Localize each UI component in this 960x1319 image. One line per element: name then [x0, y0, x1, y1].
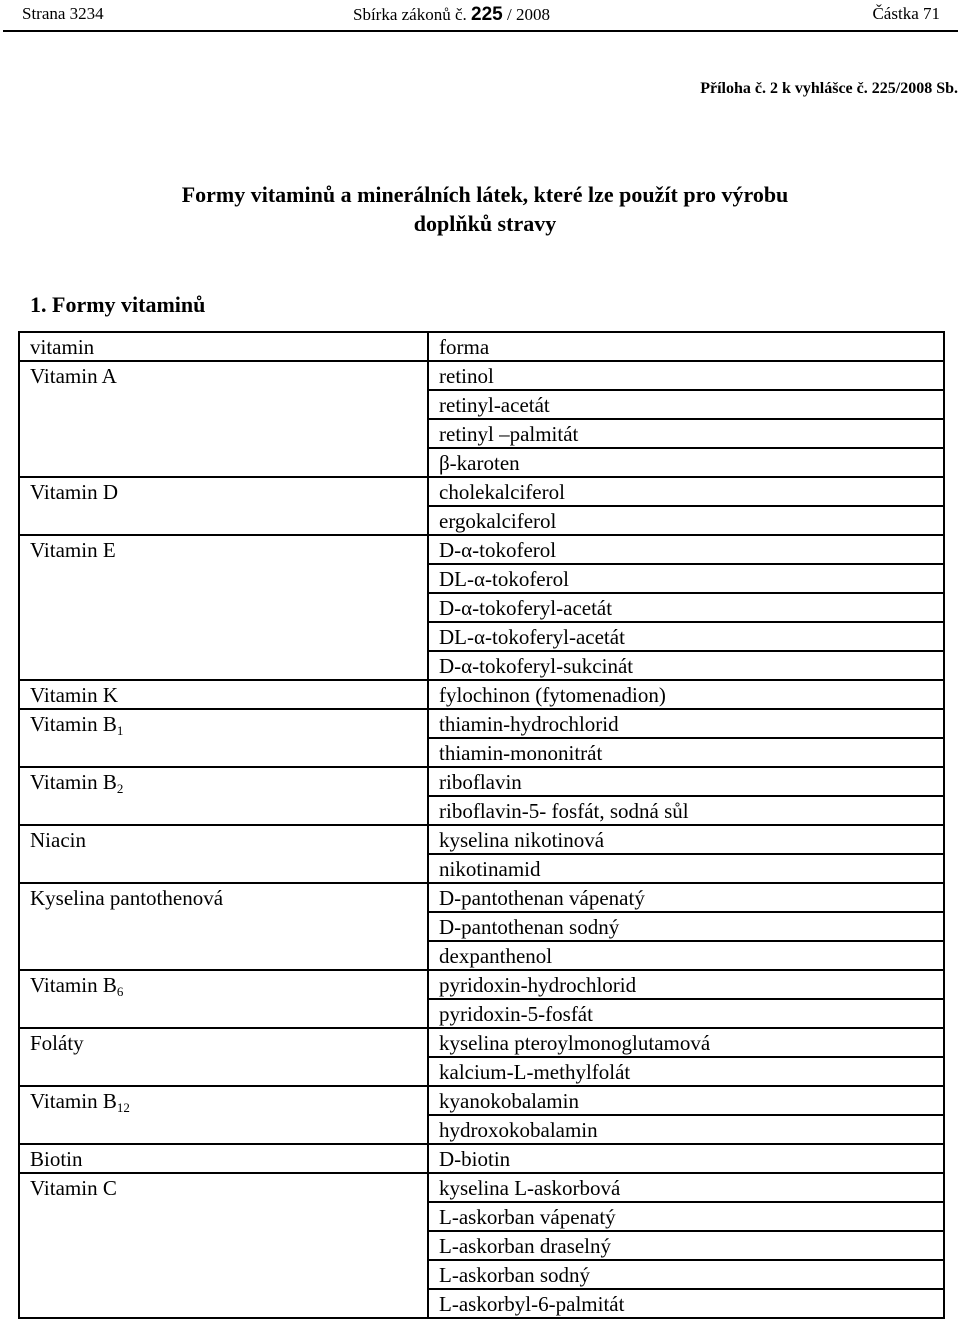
form-cell: retinyl-acetát: [428, 390, 944, 419]
table-row: [19, 709, 944, 738]
title-line-2: doplňků stravy: [413, 211, 557, 236]
form-cell: dexpanthenol: [428, 941, 944, 970]
vitamin-cell: [19, 883, 428, 970]
table-row: [19, 1173, 944, 1202]
vitamin-name: Biotin: [30, 1147, 83, 1171]
form-cell: cholekalciferol: [428, 477, 944, 506]
form-cell: riboflavin: [428, 767, 944, 796]
table-row: [19, 680, 944, 709]
form-cell: L-askorban draselný: [428, 1231, 944, 1260]
vitamin-subscript: 6: [116, 984, 124, 999]
collection-prefix: Sbírka zákonů č.: [353, 5, 467, 24]
column-header-vitamin: vitamin: [19, 332, 428, 361]
form-cell: retinol: [428, 361, 944, 390]
form-cell: L-askorban sodný: [428, 1260, 944, 1289]
document-title: [0, 180, 960, 238]
vitamin-cell: [19, 767, 428, 825]
vitamin-cell: [19, 477, 428, 535]
form-cell: retinyl –palmitát: [428, 419, 944, 448]
table-row: [19, 477, 944, 506]
form-cell: D-α-tokoferyl-acetát: [428, 593, 944, 622]
table-row: [19, 825, 944, 854]
vitamin-cell: [19, 825, 428, 883]
collection-reference: [353, 4, 550, 26]
vitamin-cell: [19, 680, 428, 709]
part-number: Částka 71: [872, 4, 940, 23]
form-cell: fylochinon (fytomenadion): [428, 680, 944, 709]
form-cell: kalcium-L-methylfolát: [428, 1057, 944, 1086]
vitamin-name: Vitamin B: [30, 1089, 117, 1113]
form-cell: L-askorbyl-6-palmitát: [428, 1289, 944, 1318]
table-row: [19, 1028, 944, 1057]
vitamin-cell: [19, 1086, 428, 1144]
form-cell: D-pantothenan sodný: [428, 912, 944, 941]
page-number: Strana 3234: [22, 4, 104, 23]
vitamin-name: Vitamin C: [30, 1176, 117, 1200]
form-cell: D-pantothenan vápenatý: [428, 883, 944, 912]
table-row: [19, 1086, 944, 1115]
vitamin-cell: [19, 1028, 428, 1086]
annex-reference: Příloha č. 2 k vyhlášce č. 225/2008 Sb.: [700, 80, 958, 97]
collection-year: / 2008: [502, 5, 550, 24]
vitamin-cell: [19, 361, 428, 477]
table-row: [19, 535, 944, 564]
form-cell: hydroxokobalamin: [428, 1115, 944, 1144]
table-row: [19, 883, 944, 912]
form-cell: DL-α-tokoferyl-acetát: [428, 622, 944, 651]
page-header: [0, 0, 960, 32]
vitamin-name: Vitamin K: [30, 683, 118, 707]
form-cell: kyselina pteroylmonoglutamová: [428, 1028, 944, 1057]
header-divider: [3, 30, 958, 32]
vitamin-cell: [19, 535, 428, 680]
table-row: [19, 767, 944, 796]
column-header-form: forma: [428, 332, 944, 361]
form-cell: pyridoxin-hydrochlorid: [428, 970, 944, 999]
form-cell: kyselina L-askorbová: [428, 1173, 944, 1202]
table-header-row: [19, 332, 944, 361]
form-cell: kyanokobalamin: [428, 1086, 944, 1115]
vitamin-name: Vitamin E: [30, 538, 116, 562]
form-cell: ergokalciferol: [428, 506, 944, 535]
form-cell: riboflavin-5- fosfát, sodná sůl: [428, 796, 944, 825]
form-cell: kyselina nikotinová: [428, 825, 944, 854]
vitamin-cell: [19, 1173, 428, 1318]
vitamin-name: Vitamin B: [30, 712, 117, 736]
collection-number: 225: [471, 4, 503, 25]
title-line-1: Formy vitaminů a minerálních látek, které lze použít pro výrobu: [181, 182, 789, 207]
vitamin-subscript: 1: [116, 723, 124, 738]
form-cell: thiamin-mononitrát: [428, 738, 944, 767]
form-cell: pyridoxin-5-fosfát: [428, 999, 944, 1028]
vitamin-forms-table: [18, 331, 945, 1319]
form-cell: β-karoten: [428, 448, 944, 477]
form-cell: nikotinamid: [428, 854, 944, 883]
vitamin-name: Niacin: [30, 828, 86, 852]
vitamin-cell: [19, 970, 428, 1028]
form-cell: D-α-tokoferol: [428, 535, 944, 564]
vitamin-name: Foláty: [30, 1031, 84, 1055]
table-body: [19, 332, 944, 1318]
table-row: [19, 361, 944, 390]
form-cell: thiamin-hydrochlorid: [428, 709, 944, 738]
vitamin-name: Kyselina pantothenová: [30, 886, 224, 910]
vitamin-subscript: 12: [116, 1100, 130, 1115]
table-row: [19, 1144, 944, 1173]
form-cell: D-α-tokoferyl-sukcinát: [428, 651, 944, 680]
vitamin-cell: [19, 709, 428, 767]
form-cell: D-biotin: [428, 1144, 944, 1173]
vitamin-subscript: 2: [116, 781, 124, 796]
vitamin-name: Vitamin A: [30, 364, 117, 388]
form-cell: DL-α-tokoferol: [428, 564, 944, 593]
vitamin-name: Vitamin B: [30, 973, 117, 997]
vitamin-name: Vitamin D: [30, 480, 118, 504]
section-title: 1. Formy vitaminů: [30, 292, 206, 317]
table-row: [19, 970, 944, 999]
vitamin-name: Vitamin B: [30, 770, 117, 794]
vitamin-cell: [19, 1144, 428, 1173]
form-cell: L-askorban vápenatý: [428, 1202, 944, 1231]
